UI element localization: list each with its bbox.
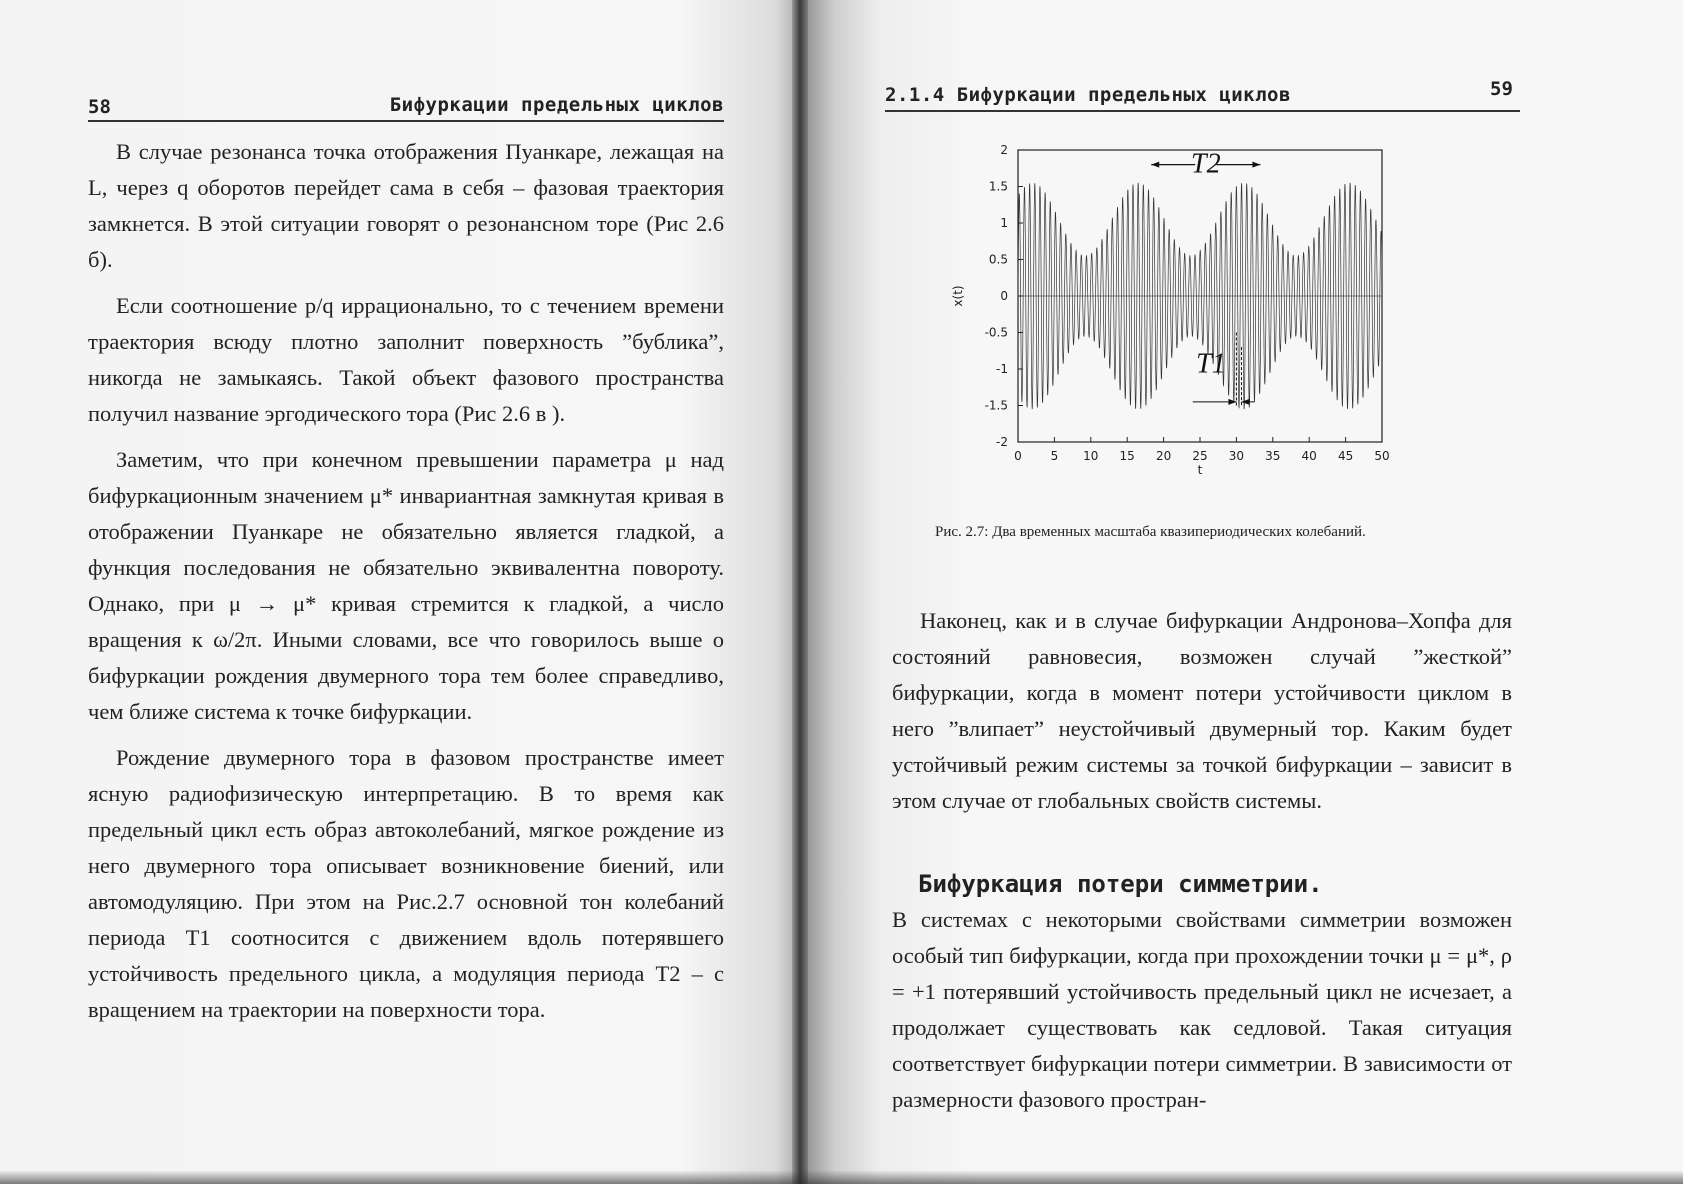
- x-tick-label: 50: [1374, 449, 1390, 463]
- y-tick-label: -1.5: [984, 398, 1008, 413]
- figure-caption: Рис. 2.7: Два временных масштаба квазипериодических колебаний.: [935, 524, 1366, 540]
- x-tick-label: 0: [1014, 449, 1022, 463]
- left-paragraph-3: Заметим, что при конечном превышении параметра μ над бифуркационным значением μ* инвариантная замкнутая кривая в отображении Пуанкаре не обязательно является гладкой, а функция последования не обязательно эквивалентна повороту. Однако, при μ → μ* кривая стремится к гладкой, а число вращения к ω/2π. Иными словами, все что говорилось выше о бифуркации рождения двумерного тора тем более справедливо, чем ближе система к точке бифуркации.: [88, 447, 724, 724]
- left-page-number: 58: [88, 96, 111, 118]
- left-paragraph-1: В случае резонанса точка отображения Пуанкаре, лежащая на L, через q оборотов перейдет сама в себя – фазовая траектория замкнется. В этой ситуации говорят о резонансном торе (Рис 2.6 б).: [88, 139, 724, 272]
- annotation-t1-arrowhead-left: [1228, 399, 1236, 405]
- y-tick-label: -2: [996, 435, 1008, 449]
- annotation-t2-arrowhead-right: [1252, 162, 1260, 168]
- y-tick-label: 2: [1000, 143, 1008, 157]
- section-title: Бифуркация потери симметрии.: [918, 870, 1323, 898]
- right-paragraph-2: В системах с некоторыми свойствами симметрии возможен особый тип бифуркации, когда при прохождении точки μ = μ*, ρ = +1 потерявший устойчивость предельный цикл не исчезает, а продолжает существовать как седловой. Такая ситуация соответствует бифуркации потери симметрии. В зависимости от размерности фазового простран-: [892, 907, 1512, 1112]
- y-tick-label: -0.5: [984, 325, 1008, 340]
- right-page: [800, 0, 1683, 1184]
- right-body-text-1: [892, 603, 1512, 829]
- left-page: [0, 0, 800, 1184]
- x-axis-label: t: [1197, 463, 1203, 477]
- x-tick-label: 35: [1265, 449, 1281, 463]
- right-body-text-2: [892, 902, 1512, 1128]
- x-tick-label: 45: [1337, 449, 1354, 463]
- y-tick-label: 1: [1000, 216, 1008, 230]
- right-page-number: 59: [1490, 78, 1513, 100]
- x-tick-label: 25: [1192, 449, 1208, 463]
- figure-chart: [940, 140, 1400, 514]
- x-tick-label: 30: [1228, 449, 1245, 463]
- right-paragraph-1: Наконец, как и в случае бифуркации Андронова–Хопфа для состояний равновесия, возможен случай ”жесткой” бифуркации, когда в момент потери устойчивости циклом в него ”влипает” неустойчивый двумерный тор. Каким будет устойчивый режим системы за точкой бифуркации – зависит в этом случае от глобальных свойств системы.: [892, 608, 1512, 813]
- left-paragraph-4: Рождение двумерного тора в фазовом пространстве имеет ясную радиофизическую интерпретацию. В то время как предельный цикл есть образ автоколебаний, мягкое рождение из него двумерного тора описывает возникновение биений, или автомодуляцию. При этом на Рис.2.7 основной тон колебаний периода T1 соотносится с движением вдоль потерявшего устойчивость предельного цикла, а модуляция периода T2 – с вращением на траектории на поверхности тора.: [88, 745, 724, 1022]
- left-body-text: [88, 134, 724, 1038]
- annotation-t1-arrowhead-right: [1241, 399, 1249, 405]
- x-tick-label: 10: [1083, 449, 1099, 463]
- y-axis-label: x(t): [951, 285, 965, 307]
- x-tick-label: 20: [1155, 449, 1172, 463]
- annotation-t2: T2: [1191, 148, 1221, 180]
- left-paragraph-2: Если соотношение p/q иррационально, то с течением времени траектория всюду плотно заполнит поверхность ”бублика”, никогда не замыкаясь. Такой объект фазового пространства получил название эргодического тора (Рис 2.6 в ).: [88, 293, 724, 426]
- x-tick-label: 15: [1119, 449, 1135, 463]
- y-tick-label: 0: [1000, 289, 1008, 303]
- page-bottom-shadow: [0, 1170, 1683, 1184]
- y-tick-label: 0.5: [988, 252, 1008, 267]
- right-running-head: 2.1.4 Бифуркации предельных циклов: [885, 84, 1520, 112]
- annotation-t2-arrowhead-left: [1151, 162, 1159, 168]
- quasiperiodic-chart: [940, 140, 1400, 510]
- x-tick-label: 5: [1050, 449, 1059, 463]
- x-tick-label: 40: [1301, 449, 1317, 463]
- annotation-t1: T1: [1196, 348, 1226, 380]
- y-tick-label: -1: [996, 362, 1008, 376]
- y-tick-label: 1.5: [988, 179, 1008, 194]
- left-running-head: Бифуркации предельных циклов: [88, 94, 724, 122]
- book-gutter: [792, 0, 808, 1184]
